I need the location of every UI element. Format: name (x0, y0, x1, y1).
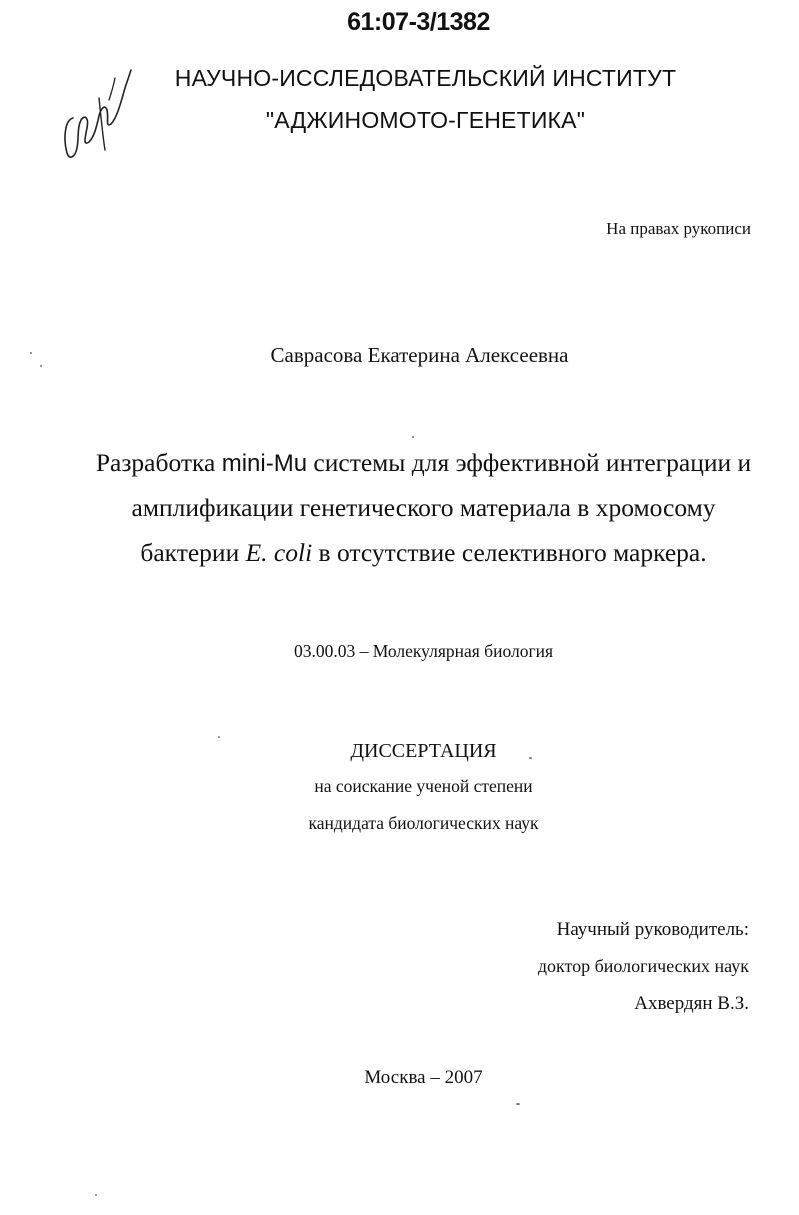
scan-speck (30, 352, 32, 354)
title-line-3-start: бактерии (140, 538, 246, 567)
scan-speck (95, 1194, 97, 1196)
dissertation-title-line-1 (0, 448, 799, 478)
institute-name-line-2: "АДЖИНОМОТО-ГЕНЕТИКА" (265, 107, 586, 133)
supervisor-name: Ахвердян В.З. (634, 993, 749, 1014)
degree-line-2: кандидата биологических наук (308, 813, 539, 833)
document-type-heading: ДИССЕРТАЦИЯ (350, 740, 497, 762)
rights-note: На правах рукописи (606, 219, 751, 238)
scan-speck (529, 757, 532, 759)
catalog-code: 61:07-3/1382 (347, 8, 490, 36)
specialty-code: 03.00.03 – Молекулярная биология (293, 641, 554, 661)
dissertation-title-line-3 (0, 538, 799, 568)
scan-speck (40, 365, 42, 367)
supervisor-label: Научный руководитель: (556, 919, 749, 940)
supervisor-title: доктор биологических наук (537, 956, 749, 976)
scan-speck (218, 736, 220, 738)
city-and-year: Москва – 2007 (364, 1067, 483, 1088)
dissertation-title-line-2: амплификации генетического материала в хромосому (131, 493, 716, 522)
author-name: Саврасова Екатерина Алексеевна (270, 343, 569, 367)
scan-speck (516, 1103, 520, 1105)
title-line-1-end: системы для эффективной интеграции и (307, 448, 752, 477)
title-species-name: E. coli (245, 538, 313, 567)
scan-speck (412, 436, 414, 438)
institute-name-line-1: НАУЧНО-ИССЛЕДОВАТЕЛЬСКИЙ ИНСТИТУТ (174, 65, 677, 91)
title-line-3-end: в отсутствие селективного маркера. (312, 538, 707, 567)
degree-line-1: на соискание ученой степени (314, 776, 533, 796)
title-term-mini-mu: mini-Mu (221, 450, 308, 477)
title-line-1-start: Разработка (95, 448, 222, 477)
